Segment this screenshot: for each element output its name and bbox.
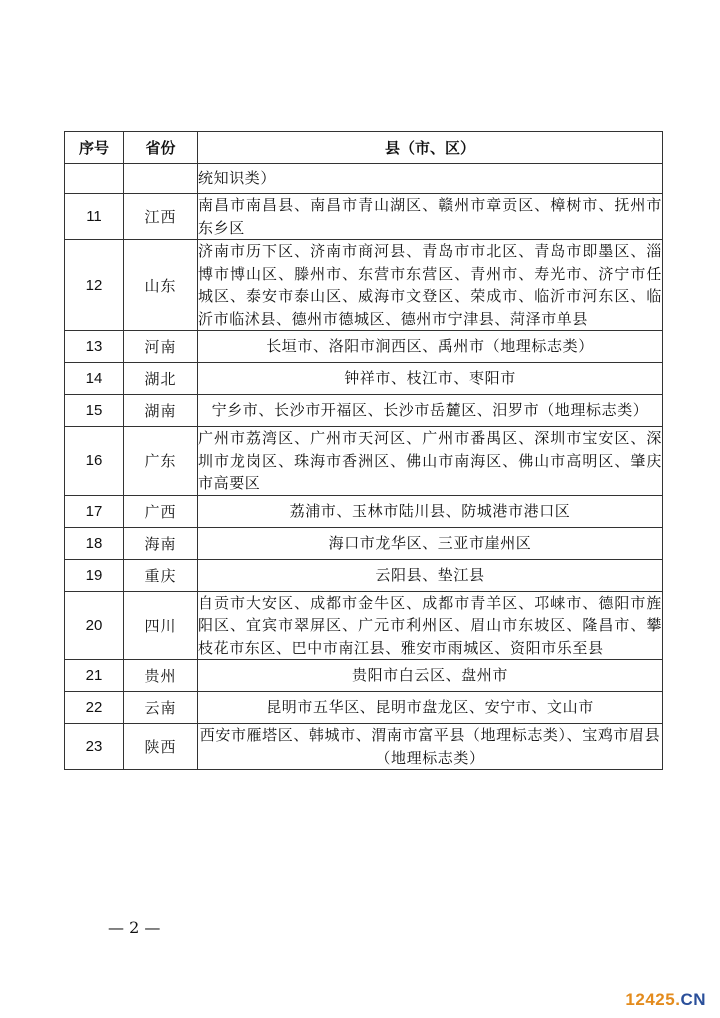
counties-table [64, 131, 663, 770]
row-counties: 西安市雁塔区、韩城市、渭南市富平县（地理标志类）、宝鸡市眉县（地理标志类） [198, 724, 663, 770]
row-counties: 钟祥市、枝江市、枣阳市 [198, 363, 663, 395]
table-row [65, 495, 663, 527]
row-counties: 贵阳市白云区、盘州市 [198, 660, 663, 692]
table-row [65, 527, 663, 559]
table-row [65, 240, 663, 331]
table-row [65, 427, 663, 496]
row-number: 21 [65, 660, 124, 692]
table-row [65, 591, 663, 660]
watermark-number: 12425 [625, 990, 676, 1009]
row-counties: 荔浦市、玉林市陆川县、防城港市港口区 [198, 495, 663, 527]
row-number: 18 [65, 527, 124, 559]
watermark-dot: . [675, 990, 681, 1009]
table-header-row [65, 132, 663, 164]
header-province: 省份 [124, 132, 198, 164]
row-province: 云南 [124, 692, 198, 724]
row-province: 江西 [124, 194, 198, 240]
table-row-continuation [65, 164, 663, 194]
row-number: 17 [65, 495, 124, 527]
row-province: 广西 [124, 495, 198, 527]
row-number: 15 [65, 395, 124, 427]
watermark-cn: CN [680, 990, 706, 1009]
row-number: 14 [65, 363, 124, 395]
row-number: 16 [65, 427, 124, 496]
row-counties: 济南市历下区、济南市商河县、青岛市市北区、青岛市即墨区、淄博市博山区、滕州市、东营市东营区、青州市、寿光市、济宁市任城区、泰安市泰山区、威海市文登区、荣成市、临沂市河东区、临沂市临沭县、德州市德城区、德州市宁津县、菏泽市单县 [198, 240, 663, 331]
row-number: 19 [65, 559, 124, 591]
row-province: 河南 [124, 331, 198, 363]
row-number: 12 [65, 240, 124, 331]
row-number: 11 [65, 194, 124, 240]
header-serial: 序号 [65, 132, 124, 164]
row-number: 20 [65, 591, 124, 660]
row-counties: 宁乡市、长沙市开福区、长沙市岳麓区、汨罗市（地理标志类） [198, 395, 663, 427]
row-province: 湖南 [124, 395, 198, 427]
row-number: 23 [65, 724, 124, 770]
table-row [65, 395, 663, 427]
row-province: 贵州 [124, 660, 198, 692]
table-row [65, 363, 663, 395]
table-row [65, 559, 663, 591]
row-number: 13 [65, 331, 124, 363]
continuation-text: 统知识类） [198, 164, 663, 194]
row-number: 22 [65, 692, 124, 724]
site-watermark [625, 990, 706, 1010]
table-row [65, 331, 663, 363]
row-counties: 海口市龙华区、三亚市崖州区 [198, 527, 663, 559]
row-province: 陕西 [124, 724, 198, 770]
header-counties: 县（市、区） [198, 132, 663, 164]
row-province: 重庆 [124, 559, 198, 591]
table-row [65, 692, 663, 724]
row-province: 海南 [124, 527, 198, 559]
table-row [65, 724, 663, 770]
row-counties: 长垣市、洛阳市涧西区、禹州市（地理标志类） [198, 331, 663, 363]
row-province: 四川 [124, 591, 198, 660]
row-counties: 南昌市南昌县、南昌市青山湖区、赣州市章贡区、樟树市、抚州市东乡区 [198, 194, 663, 240]
row-province: 湖北 [124, 363, 198, 395]
row-counties: 广州市荔湾区、广州市天河区、广州市番禺区、深圳市宝安区、深圳市龙岗区、珠海市香洲区、佛山市南海区、佛山市高明区、肇庆市高要区 [198, 427, 663, 496]
row-counties: 自贡市大安区、成都市金牛区、成都市青羊区、邛崃市、德阳市旌阳区、宜宾市翠屏区、广元市利州区、眉山市东坡区、隆昌市、攀枝花市东区、巴中市南江县、雅安市雨城区、资阳市乐至县 [198, 591, 663, 660]
page-number: — 2 — [108, 918, 161, 937]
table-row [65, 194, 663, 240]
row-counties: 昆明市五华区、昆明市盘龙区、安宁市、文山市 [198, 692, 663, 724]
table-row [65, 660, 663, 692]
row-counties: 云阳县、垫江县 [198, 559, 663, 591]
row-province: 广东 [124, 427, 198, 496]
row-province: 山东 [124, 240, 198, 331]
